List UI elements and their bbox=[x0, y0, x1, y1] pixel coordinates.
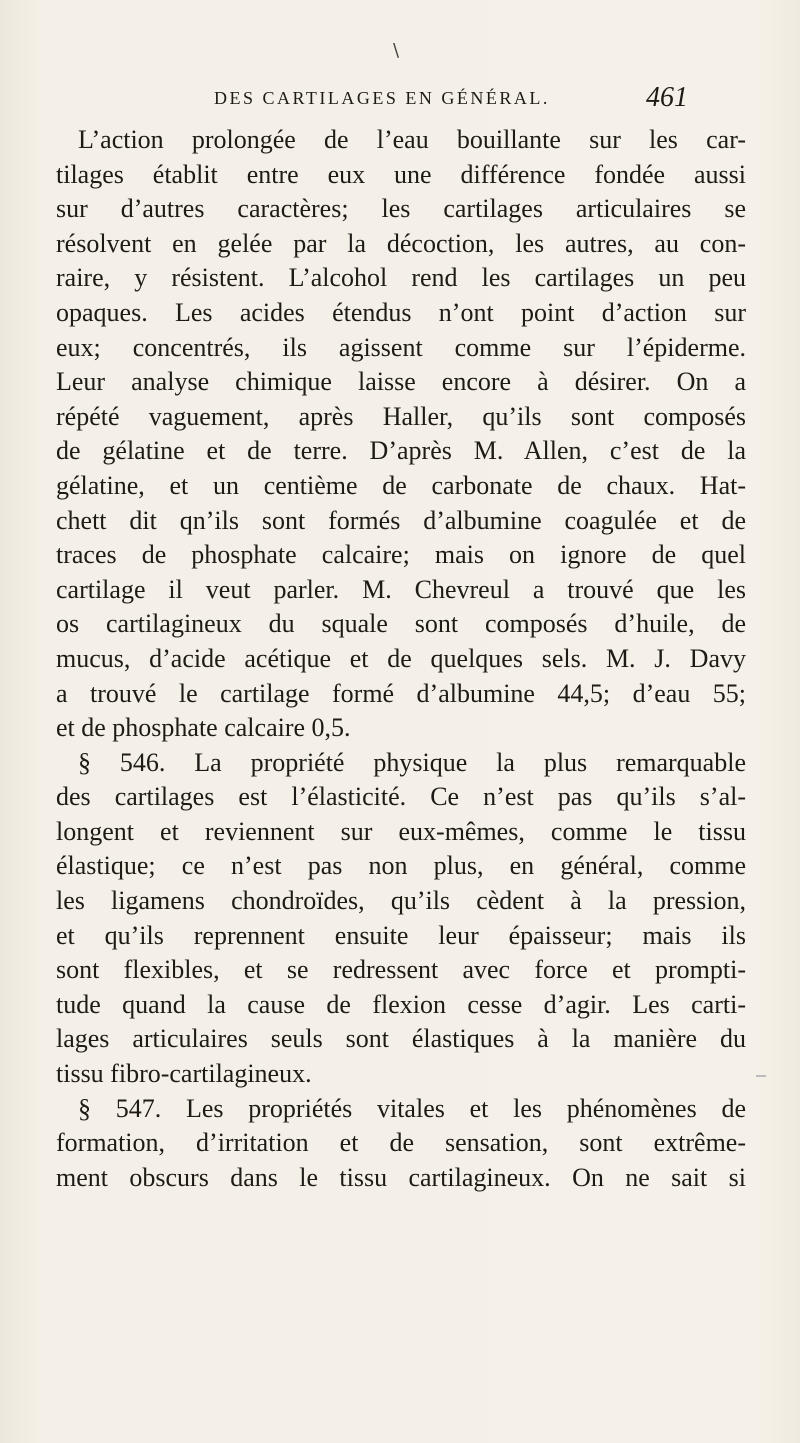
text-line: longent et reviennent sur eux-mêmes, comme le tissu bbox=[56, 816, 746, 846]
text-line: § 546. La propriété physique la plus remarquable bbox=[78, 747, 746, 777]
text-line: traces de phosphate calcaire; mais on ignore de quel bbox=[56, 540, 746, 570]
text-line: Leur analyse chimique laisse encore à désirer. On a bbox=[56, 367, 746, 397]
text-line: L’action prolongée de l’eau bouillante sur les car- bbox=[78, 125, 746, 154]
text-line: les ligamens chondroïdes, qu’ils cèdent à la pression, bbox=[56, 886, 746, 916]
text-line: cartilage il veut parler. M. Chevreul a trouvé que les bbox=[56, 574, 746, 604]
text-line: opaques. Les acides étendus n’ont point d’action sur bbox=[56, 297, 746, 327]
text-line: formation, d’irritation et de sensation, sont extrême- bbox=[56, 1128, 746, 1158]
margin-mark bbox=[756, 1075, 766, 1077]
text-line: raire, y résistent. L’alcohol rend les cartilages un peu bbox=[56, 263, 746, 293]
text-line: et qu’ils reprennent ensuite leur épaisseur; mais ils bbox=[56, 920, 746, 950]
text-line: élastique; ce n’est pas non plus, en général, comme bbox=[56, 851, 746, 881]
print-mark: \ bbox=[393, 40, 400, 61]
running-title: DES CARTILAGES EN GÉNÉRAL. bbox=[214, 88, 550, 108]
text-line: tude quand la cause de flexion cesse d’agir. Les carti- bbox=[56, 989, 746, 1019]
text-line: résolvent en gelée par la décoction, les autres, au con- bbox=[56, 228, 746, 258]
text-line: sur d’autres caractères; les cartilages articulaires se bbox=[56, 194, 746, 224]
text-line: de gélatine et de terre. D’après M. Allen, c’est de la bbox=[56, 436, 746, 466]
paragraph-547 bbox=[56, 1092, 746, 1196]
text-line: des cartilages est l’élasticité. Ce n’est pas qu’ils s’al- bbox=[56, 782, 746, 812]
text-line: tilages établit entre eux une différence fondée aussi bbox=[56, 159, 746, 189]
body-text bbox=[56, 123, 746, 1195]
text-line: gélatine, et un centième de carbonate de chaux. Hat- bbox=[56, 470, 746, 500]
page-number: 461 bbox=[646, 82, 688, 113]
text-line: os cartilagineux du squale sont composés d’huile, de bbox=[56, 609, 746, 639]
text-line: et de phosphate calcaire 0,5. bbox=[56, 713, 351, 743]
paragraph-analysis bbox=[56, 123, 746, 746]
paragraph-546 bbox=[56, 746, 746, 1092]
text-line: § 547. Les propriétés vitales et les phénomènes de bbox=[78, 1093, 746, 1123]
text-line: tissu fibro-cartilagineux. bbox=[56, 1059, 312, 1089]
text-line: ment obscurs dans le tissu cartilagineux. On ne sait si bbox=[56, 1162, 746, 1192]
text-line: sont flexibles, et se redressent avec force et prompti- bbox=[56, 955, 746, 985]
text-line: lages articulaires seuls sont élastiques à la manière du bbox=[56, 1024, 746, 1054]
text-line: a trouvé le cartilage formé d’albumine 44,5; d’eau 55; bbox=[56, 678, 746, 708]
text-line: chett dit qn’ils sont formés d’albumine coagulée et de bbox=[56, 505, 746, 535]
text-line: répété vaguement, après Haller, qu’ils sont composés bbox=[56, 401, 746, 431]
text-line: eux; concentrés, ils agissent comme sur l’épiderme. bbox=[56, 332, 746, 362]
text-line: mucus, d’acide acétique et de quelques sels. M. J. Davy bbox=[56, 643, 746, 673]
page-header bbox=[120, 82, 688, 118]
